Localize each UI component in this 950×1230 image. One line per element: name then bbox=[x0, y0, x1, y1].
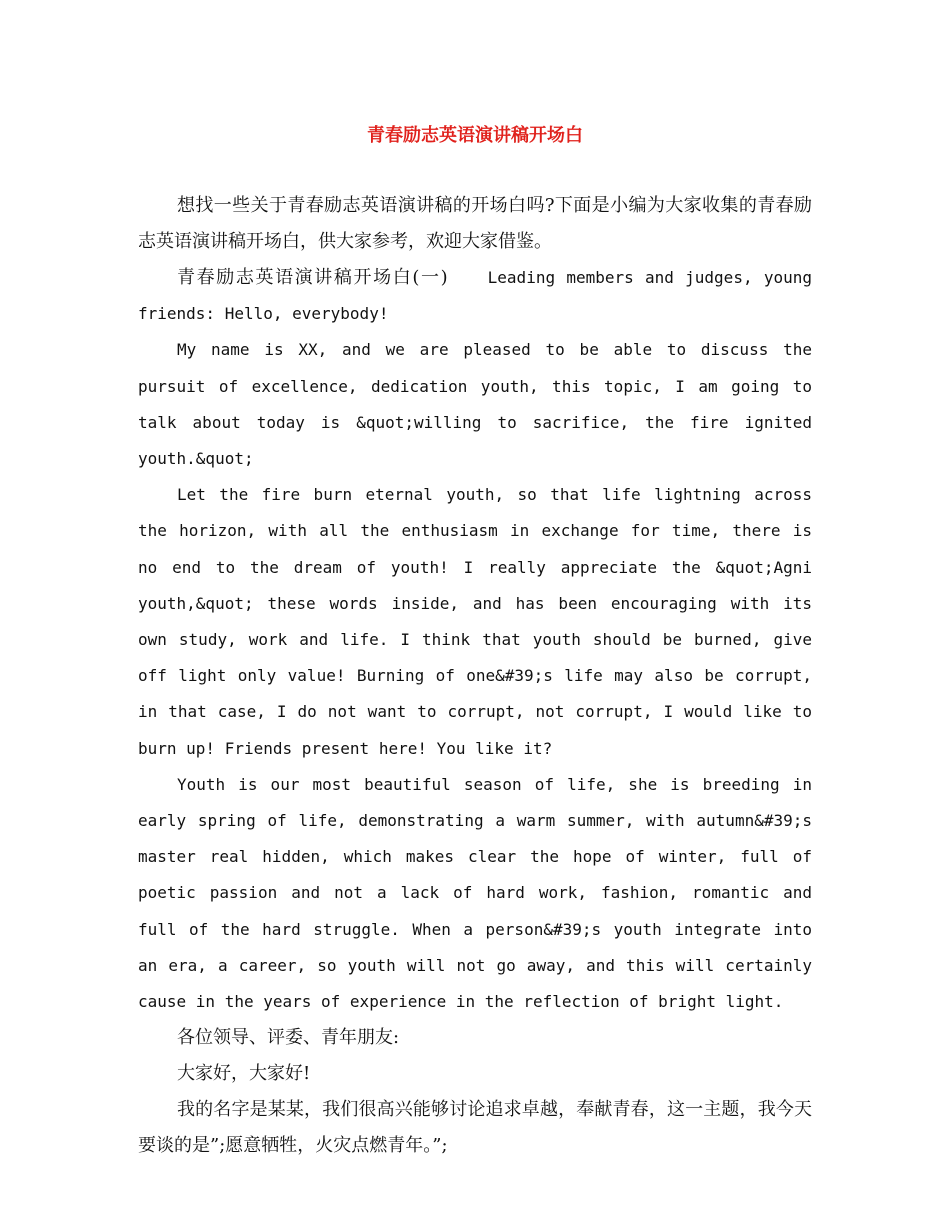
english-paragraph-3: Youth is our most beautiful season of life, she is breeding in early spring of life, demonstrating a warm summer, with autumn&#39;s master real hidden, which makes clear the hope of winter, full of poetic passion and not a lack of hard work, fashion, romantic and full of the hard struggle. When a person&#39;s youth integrate into an era, a career, so youth will not go away, and this will certainly cause in the years of experience in the reflection of bright light. bbox=[138, 774, 812, 1012]
chinese-paragraph-1: 我的名字是某某，我们很高兴能够讨论追求卓越，奉献青春，这一主题，我今天要谈的是”;愿意牺牲，火灾点燃青年。”; bbox=[138, 1099, 812, 1157]
intro-paragraph: 想找一些关于青春励志英语演讲稿的开场白吗?下面是小编为大家收集的青春励志英语演讲稿开场白，供大家参考，欢迎大家借鉴。 bbox=[138, 195, 812, 252]
english-paragraph-2: Let the fire burn eternal youth, so that life lightning across the horizon, with all the enthusiasm in exchange for time, there is no end to the dream of youth! I really appreciate the &quot;Agni youth,&quot; these words inside, and has been encouraging with its own study, work and life. I think that youth should be burned, give off light only value! Burning of one&#39;s life may also be corrupt, in that case, I do not want to corrupt, not corrupt, I would like to burn up! Friends present here! You like it? bbox=[138, 485, 812, 758]
english-paragraph-1: My name is XX, and we are pleased to be able to discuss the pursuit of excellence, dedication youth, this topic, I am going to talk about today is &quot;willing to sacrifice, the fire ignited youth.&quot; bbox=[138, 340, 812, 469]
section-opening-paragraph bbox=[138, 260, 812, 332]
english-greeting: Leading members and judges, young friends: Hello, everybody! bbox=[138, 268, 812, 324]
chinese-greeting: 各位领导、评委、青年朋友: bbox=[177, 1027, 400, 1049]
document-title: 青春励志英语演讲稿开场白 bbox=[367, 125, 583, 146]
chinese-hello: 大家好，大家好! bbox=[177, 1063, 311, 1085]
section-heading: 青春励志英语演讲稿开场白(一) bbox=[177, 267, 448, 288]
document-body bbox=[138, 118, 812, 1164]
